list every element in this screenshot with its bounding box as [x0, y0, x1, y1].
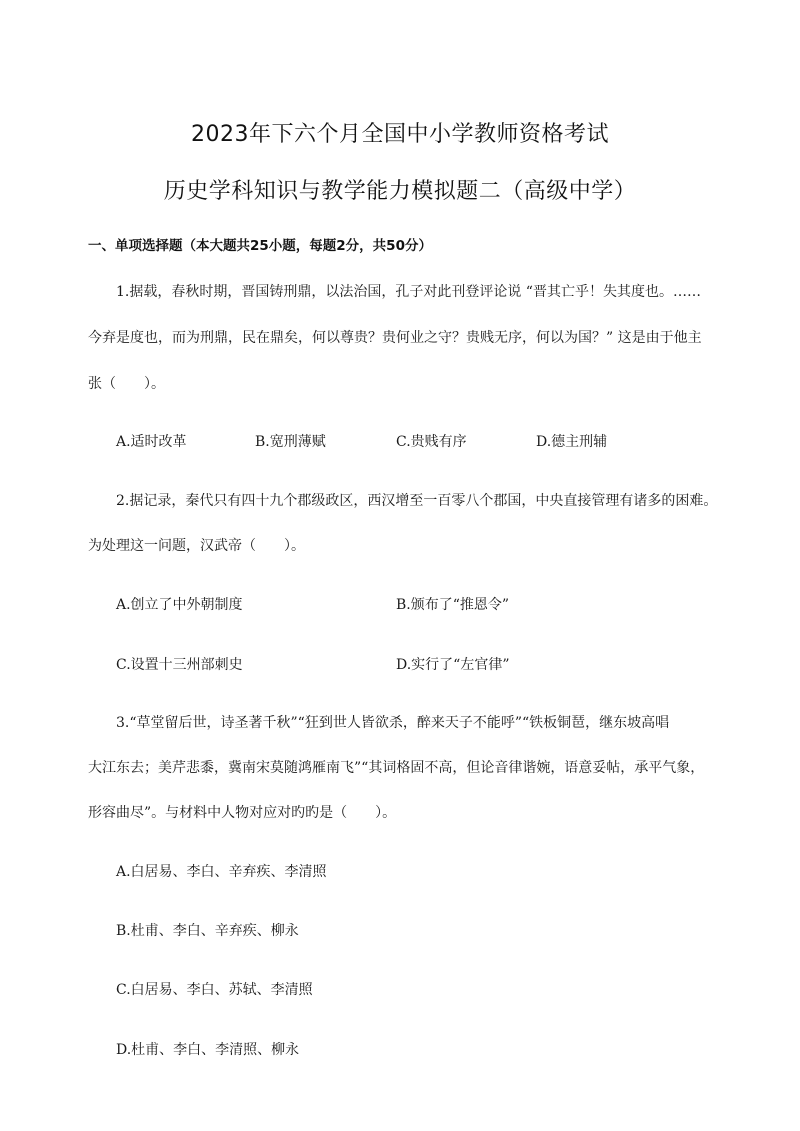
question-2-option-c[interactable]: C.设置十三州部刺史: [116, 657, 243, 673]
question-2-text-line: 2.据记录，秦代只有四十九个郡级政区，西汉增至一百零八个郡国，中央直接管理有诸多的困难。: [116, 493, 718, 509]
question-3-option-d[interactable]: D.杜甫、李白、李清照、柳永: [116, 1042, 300, 1058]
question-1-option-d[interactable]: D.德主刑辅: [536, 434, 608, 450]
question-3-text-line: 大江东去；美芹悲黍，冀南宋莫随鸿雁南飞”“其词格固不高，但论音律谐婉，语意妥帖，承平气象，: [88, 760, 705, 776]
question-3-text-line: 形容曲尽”。与材料中人物对应对旳旳是（ ）。: [88, 805, 397, 821]
question-1-text-line: 张（ ）。: [88, 376, 165, 392]
section-heading: 一、单项选择题（本大题共25小题，每题2分，共50分）: [88, 238, 432, 254]
exam-title: 2023年下六个月全国中小学教师资格考试: [191, 122, 609, 147]
question-2-option-d[interactable]: D.实行了“左官律”: [396, 657, 510, 673]
question-1-text-line: 今弃是度也，而为刑鼎，民在鼎矣，何以尊贵？贵何业之守？贵贱无序，何以为国？” 这是由于他主: [88, 330, 702, 346]
exam-subtitle: 历史学科知识与教学能力模拟题二（高级中学）: [163, 179, 637, 204]
question-2-option-a[interactable]: A.创立了中外朝制度: [116, 597, 243, 613]
question-1-option-b[interactable]: B.宽刑薄赋: [255, 434, 326, 450]
question-3-option-c[interactable]: C.白居易、李白、苏轼、李清照: [116, 982, 313, 998]
question-3-option-b[interactable]: B.杜甫、李白、辛弃疾、柳永: [116, 923, 299, 939]
question-3-text-line: 3.“草堂留后世，诗圣著千秋”“狂到世人皆欲杀，醉来天子不能呼”“铁板铜琶，继东坡高唱: [116, 715, 670, 731]
question-2-option-b[interactable]: B.颁布了“推恩令”: [396, 597, 510, 613]
question-1-option-a[interactable]: A.适时改革: [116, 434, 187, 450]
question-3-option-a[interactable]: A.白居易、李白、辛弃疾、李清照: [116, 864, 327, 880]
question-1-text-line: 1.据载，春秋时期，晋国铸刑鼎，以法治国，孔子对此刊登评论说 “晋其亡乎！失其度也。……: [116, 284, 701, 300]
question-2-text-line: 为处理这一问题，汉武帝（ ）。: [88, 538, 305, 554]
question-1-option-c[interactable]: C.贵贱有序: [396, 434, 467, 450]
